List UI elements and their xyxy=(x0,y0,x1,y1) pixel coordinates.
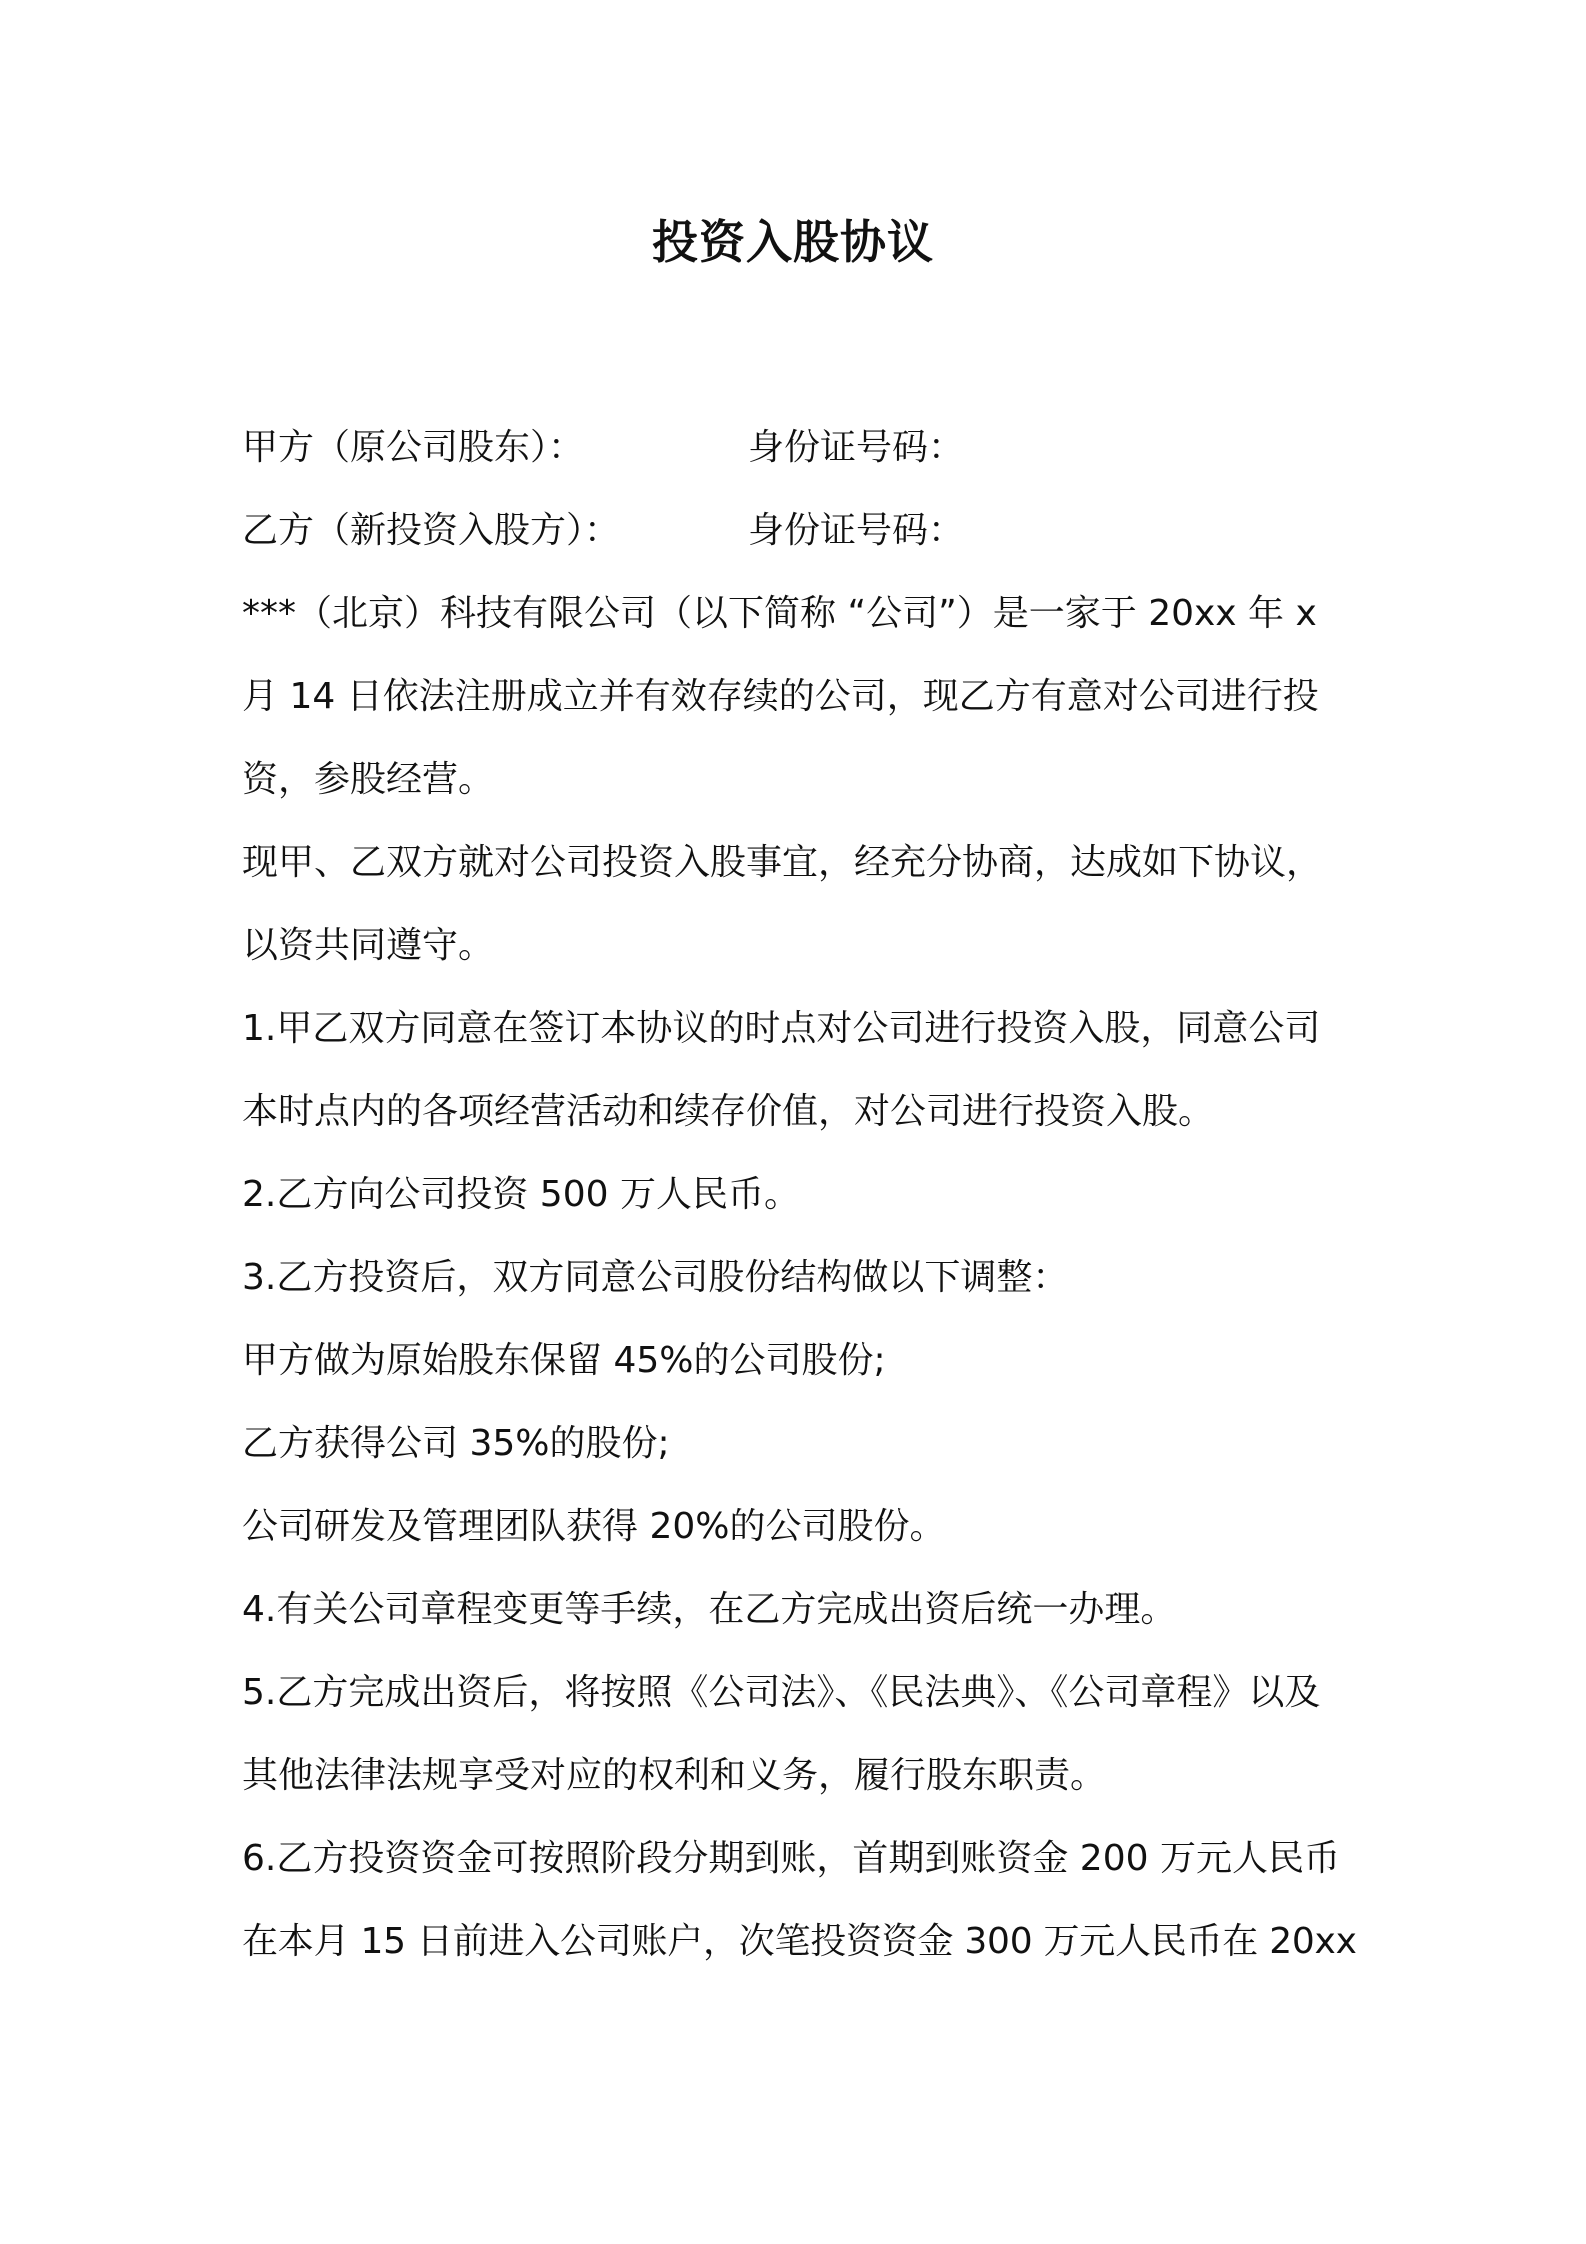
party-a-row xyxy=(242,406,1358,489)
document-body xyxy=(242,406,1358,1983)
clause-3-line: 3.乙方投资后，双方同意公司股份结构做以下调整： xyxy=(242,1257,1069,1298)
clause-6-line: 在本月 15 日前进入公司账户，次笔投资资金 300 万元人民币在 20xx xyxy=(242,1921,1357,1962)
clause-4-line: 4.有关公司章程变更等手续，在乙方完成出资后统一办理。 xyxy=(242,1589,1177,1630)
text-line: 现甲、乙双方就对公司投资入股事宜，经充分协商，达成如下协议， xyxy=(242,842,1323,883)
party-a-id-label: 身份证号码： xyxy=(748,427,965,468)
text-line: 月 14 日依法注册成立并有效存续的公司，现乙方有意对公司进行投 xyxy=(242,676,1319,717)
clause-3-item: 公司研发及管理团队获得 20%的公司股份。 xyxy=(242,1506,946,1547)
clause-2-line: 2.乙方向公司投资 500 万人民币。 xyxy=(242,1174,800,1215)
text-line: 资，参股经营。 xyxy=(242,759,495,800)
party-b-id-label: 身份证号码： xyxy=(748,510,965,551)
text-line: 以资共同遵守。 xyxy=(242,925,495,966)
party-a-label: 甲方（原公司股东）： xyxy=(242,427,585,468)
clause-3-item: 乙方获得公司 35%的股份; xyxy=(242,1423,670,1464)
clause-5-line: 其他法律法规享受对应的权利和义务，履行股东职责。 xyxy=(242,1755,1107,1796)
document-title: 投资入股协议 xyxy=(652,215,934,269)
clause-5-line: 5.乙方完成出资后，将按照《公司法》、《民法典》、《公司章程》以及 xyxy=(242,1672,1321,1713)
party-b-label: 乙方（新投资入股方）： xyxy=(242,510,621,551)
text-line: ***（北京）科技有限公司（以下简称 “公司”）是一家于 20xx 年 x xyxy=(242,593,1317,634)
clause-6-line: 6.乙方投资资金可按照阶段分期到账，首期到账资金 200 万元人民币 xyxy=(242,1838,1340,1879)
clause-1-line: 1.甲乙双方同意在签订本协议的时点对公司进行投资入股，同意公司 xyxy=(242,1008,1321,1049)
clause-3-item: 甲方做为原始股东保留 45%的公司股份; xyxy=(242,1340,886,1381)
party-b-row xyxy=(242,489,1358,572)
clause-1-line: 本时点内的各项经营活动和续存价值，对公司进行投资入股。 xyxy=(242,1091,1215,1132)
